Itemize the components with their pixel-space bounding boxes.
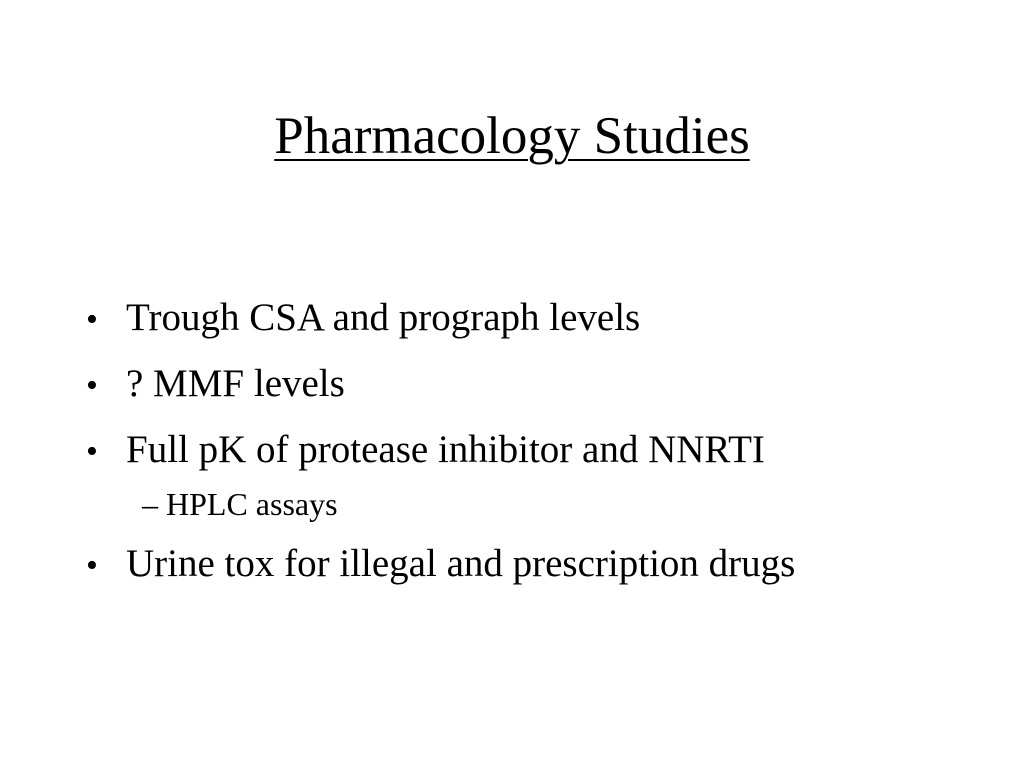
list-item (86, 538, 986, 592)
list-item-text: Trough CSA and prograph levels (126, 296, 641, 339)
sub-list-item-text: HPLC assays (166, 486, 338, 522)
list-item (86, 292, 986, 346)
bullet-icon: • (86, 301, 98, 338)
bullet-list (86, 292, 986, 604)
list-item (86, 424, 986, 478)
list-item-text: Urine tox for illegal and prescription drugs (126, 542, 796, 585)
slide-title: Pharmacology Studies (274, 107, 750, 165)
list-item (86, 358, 986, 412)
dash-icon: – (142, 486, 158, 522)
sub-list-item (86, 482, 986, 526)
bullet-icon: • (86, 433, 98, 470)
list-item-text: Full pK of protease inhibitor and NNRTI (126, 428, 765, 471)
list-item-text: ? MMF levels (126, 362, 345, 405)
bullet-icon: • (86, 547, 98, 584)
bullet-icon: • (86, 367, 98, 404)
